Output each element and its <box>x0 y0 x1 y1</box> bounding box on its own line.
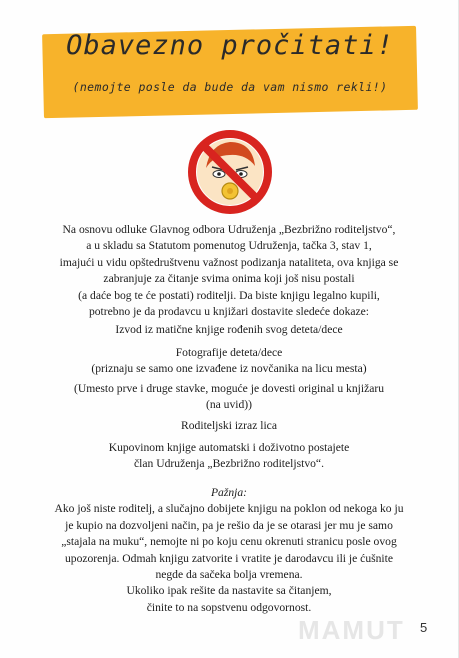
membership-line: Kupovinom knjige automatski i doživotno postajete <box>108 441 350 454</box>
requirement-text: (na uvid)) <box>205 398 253 412</box>
warning-line: „stajala na muku“, nemojte ni po koju cenu okrenuti stranicu posle ovog <box>61 535 397 549</box>
warning-line: činite to na sopstvenu odgovornost. <box>146 600 312 614</box>
page-number: 5 <box>420 620 428 635</box>
page-title: Obavezno pročitati! <box>66 30 394 61</box>
warning-line: je kupio na dozvoljeni način, pa je rešio da je se otarasi jer mu je samo <box>65 518 393 532</box>
warning-line: Ako još niste roditelj, a slučajno dobijete knjigu na poklon od nekoga ko ju <box>54 502 404 516</box>
no-baby-sign-icon <box>186 128 274 216</box>
requirement-note: (priznaju se samo one izvađene iz novčanika na licu mesta) <box>91 362 367 376</box>
intro-line: zabranjuje za čitanje svima onima koji još nisu postali <box>103 272 355 286</box>
requirement-3 <box>30 381 428 414</box>
page-subtitle: (nemojte posle da bude da vam nismo rekli!) <box>72 80 388 94</box>
requirement-text: (Umesto prve i druge stavke, moguće je dovesti original u knjižaru <box>73 382 385 395</box>
membership-line: član Udruženja „Bezbrižno roditeljstvo“. <box>134 457 324 471</box>
warning-paragraph <box>30 485 428 616</box>
attention-label: Pažnja: <box>210 486 248 499</box>
intro-line: potrebno je da prodavcu u knjižari dostavite sledeće dokaze: <box>88 305 370 319</box>
requirement-text: Izvod iz matične knjige rođenih svog deteta/dece <box>115 323 343 336</box>
watermark: MAMUT <box>298 615 405 645</box>
requirement-1 <box>30 322 428 338</box>
requirement-text: Fotografije deteta/dece <box>175 346 283 359</box>
requirement-text: Roditeljski izraz lica <box>181 419 277 432</box>
membership-paragraph <box>30 440 428 473</box>
warning-line: upozorenja. Odmah knjigu zatvorite i vratite je darodavcu ili je ćušnite <box>64 551 394 565</box>
warning-line: negde da sačeka bolja vremena. <box>155 568 303 582</box>
intro-line: a u skladu sa Statutom pomenutog Udruženja, tačka 3, stav 1, <box>86 239 372 253</box>
intro-paragraph <box>30 222 428 320</box>
requirement-4 <box>30 418 428 434</box>
intro-line: imajući u vidu opštedruštvenu važnost podizanja nataliteta, ova knjiga se <box>59 255 399 269</box>
requirement-2 <box>30 345 428 378</box>
intro-line: (a daće bog te će postati) roditelji. Da biste knjigu legalno kupili, <box>78 288 380 302</box>
warning-line: Ukoliko ipak rešite da nastavite sa čitanjem, <box>126 584 332 598</box>
intro-line: Na osnovu odluke Glavnog odbora Udruženja „Bezbrižno roditeljstvo“, <box>62 223 396 236</box>
